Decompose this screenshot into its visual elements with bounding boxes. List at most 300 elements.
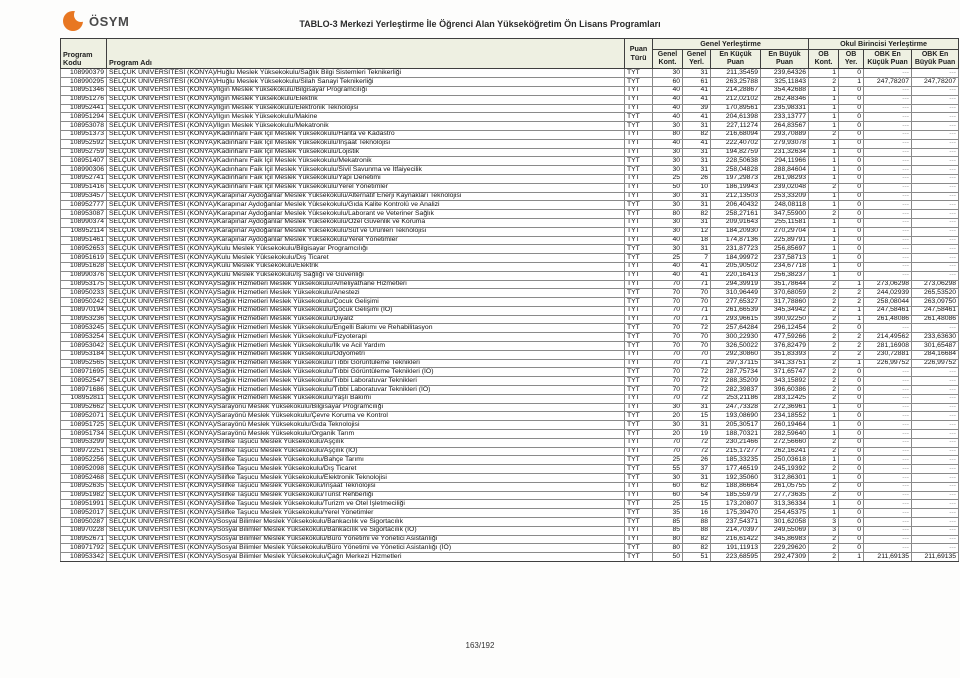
cell-genel-kontenjan: 30 — [653, 192, 683, 201]
cell-obk-en-buyuk-puan: 273,06298 — [912, 280, 959, 289]
cell-program-adi: SELÇUK ÜNİVERSİTESİ (KONYA)/Karapınar Aydoğanlar Meslek Yüksekokulu/Özel Güvenlik ve Koruma — [107, 218, 625, 227]
cell-program-adi: SELÇUK ÜNİVERSİTESİ (KONYA)/Sağlık Hizmetleri Meslek Yüksekokulu/Tıbbi Laboratuvar Teknikleri (İÖ) — [107, 386, 625, 395]
cell-ob-yerlesen: 1 — [839, 315, 864, 324]
cell-program-kodu: 108950242 — [61, 298, 107, 307]
table-row — [61, 333, 959, 342]
cell-program-adi: SELÇUK ÜNİVERSİTESİ (KONYA)/Sağlık Hizmetleri Meslek Yüksekokulu/Odyometri — [107, 350, 625, 359]
cell-ob-yerlesen: 2 — [839, 350, 864, 359]
cell-puan-turu: TYT — [625, 271, 653, 280]
table-row — [61, 78, 959, 87]
cell-en-kucuk-puan: 194,82759 — [711, 148, 761, 157]
cell-en-kucuk-puan: 175,39470 — [711, 509, 761, 518]
cell-puan-turu: TYT — [625, 394, 653, 403]
cell-puan-turu: TYT — [625, 377, 653, 386]
cell-ob-kontenjan: 2 — [809, 377, 839, 386]
cell-program-kodu: 108952114 — [61, 227, 107, 236]
placement-table — [60, 38, 959, 562]
cell-program-kodu: 108952662 — [61, 403, 107, 412]
cell-puan-turu: TYT — [625, 526, 653, 535]
cell-program-kodu: 108952256 — [61, 456, 107, 465]
cell-genel-kontenjan: 80 — [653, 210, 683, 219]
cell-en-buyuk-puan: 233,13777 — [761, 113, 809, 122]
cell-obk-en-kucuk-puan: --- — [864, 324, 912, 333]
cell-ob-yerlesen: 0 — [839, 113, 864, 122]
table-row — [61, 509, 959, 518]
cell-en-kucuk-puan: 184,20930 — [711, 227, 761, 236]
cell-en-kucuk-puan: 211,35459 — [711, 69, 761, 78]
cell-en-kucuk-puan: 205,30517 — [711, 421, 761, 430]
cell-ob-kontenjan: 1 — [809, 245, 839, 254]
cell-genel-yerlesen: 82 — [683, 535, 711, 544]
cell-en-kucuk-puan: 212,02102 — [711, 95, 761, 104]
cell-genel-yerlesen: 72 — [683, 394, 711, 403]
cell-puan-turu: TYT — [625, 491, 653, 500]
cell-genel-yerlesen: 71 — [683, 359, 711, 368]
cell-en-kucuk-puan: 185,55979 — [711, 491, 761, 500]
cell-program-kodu: 108951619 — [61, 254, 107, 263]
cell-genel-yerlesen: 31 — [683, 403, 711, 412]
cell-en-buyuk-puan: 264,83567 — [761, 122, 809, 131]
cell-puan-turu: TYT — [625, 130, 653, 139]
cell-ob-kontenjan: 2 — [809, 280, 839, 289]
cell-ob-yerlesen: 0 — [839, 95, 864, 104]
cell-obk-en-buyuk-puan: --- — [912, 500, 959, 509]
cell-genel-kontenjan: 60 — [653, 491, 683, 500]
cell-program-adi: SELÇUK ÜNİVERSİTESİ (KONYA)/Silifke Taşucu Meslek Yüksekokulu/Turist Rehberliği — [107, 491, 625, 500]
cell-genel-yerlesen: 15 — [683, 412, 711, 421]
cell-en-kucuk-puan: 237,54371 — [711, 518, 761, 527]
cell-genel-kontenjan: 70 — [653, 298, 683, 307]
cell-obk-en-kucuk-puan: --- — [864, 271, 912, 280]
cell-genel-yerlesen: 82 — [683, 130, 711, 139]
cell-obk-en-buyuk-puan: --- — [912, 148, 959, 157]
cell-ob-kontenjan: 2 — [809, 183, 839, 192]
cell-program-kodu: 108990295 — [61, 78, 107, 87]
cell-obk-en-kucuk-puan: 258,08044 — [864, 298, 912, 307]
cell-en-buyuk-puan: 262,48346 — [761, 95, 809, 104]
cell-puan-turu: TYT — [625, 201, 653, 210]
column-header-genel-kontenjan: Genel Kont. — [653, 50, 683, 69]
cell-program-kodu: 108951461 — [61, 236, 107, 245]
cell-ob-yerlesen: 2 — [839, 342, 864, 351]
cell-en-kucuk-puan: 294,39919 — [711, 280, 761, 289]
cell-program-adi: SELÇUK ÜNİVERSİTESİ (KONYA)/Kulu Meslek Yüksekokulu/Dış Ticaret — [107, 254, 625, 263]
column-header-en-buyuk-puan: En Büyük Puan — [761, 50, 809, 69]
cell-ob-kontenjan: 1 — [809, 174, 839, 183]
cell-ob-kontenjan: 2 — [809, 368, 839, 377]
cell-program-adi: SELÇUK ÜNİVERSİTESİ (KONYA)/Sağlık Hizmetleri Meslek Yüksekokulu/Diyaliz — [107, 315, 625, 324]
cell-obk-en-kucuk-puan: --- — [864, 403, 912, 412]
cell-en-kucuk-puan: 223,68595 — [711, 553, 761, 562]
cell-en-kucuk-puan: 186,19943 — [711, 183, 761, 192]
cell-genel-kontenjan: 40 — [653, 139, 683, 148]
cell-genel-kontenjan: 70 — [653, 368, 683, 377]
cell-program-adi: SELÇUK ÜNİVERSİTESİ (KONYA)/Sağlık Hizmetleri Meslek Yüksekokulu/Tıbbi Görüntüleme Teknikleri — [107, 359, 625, 368]
cell-ob-kontenjan: 2 — [809, 386, 839, 395]
cell-program-kodu: 108953042 — [61, 342, 107, 351]
cell-obk-en-kucuk-puan: --- — [864, 113, 912, 122]
cell-genel-yerlesen: 72 — [683, 324, 711, 333]
cell-genel-yerlesen: 70 — [683, 342, 711, 351]
cell-obk-en-buyuk-puan: --- — [912, 113, 959, 122]
cell-ob-yerlesen: 0 — [839, 509, 864, 518]
cell-en-kucuk-puan: 300,22930 — [711, 333, 761, 342]
cell-program-adi: SELÇUK ÜNİVERSİTESİ (KONYA)/Kulu Meslek Yüksekokulu/Elektrik — [107, 262, 625, 271]
cell-puan-turu: TYT — [625, 359, 653, 368]
cell-ob-yerlesen: 2 — [839, 289, 864, 298]
cell-ob-yerlesen: 0 — [839, 254, 864, 263]
cell-ob-kontenjan: 1 — [809, 254, 839, 263]
cell-program-adi: SELÇUK ÜNİVERSİTESİ (KONYA)/Sosyal Bilimler Meslek Yüksekokulu/Büro Yönetimi ve Yönetici Asistanlığı (İÖ) — [107, 544, 625, 553]
page-title: TABLO-3 Merkezi Yerleştirme İle Öğrenci Alan Yükseköğretim Ön Lisans Programları — [299, 19, 661, 29]
cell-obk-en-kucuk-puan: --- — [864, 183, 912, 192]
cell-ob-kontenjan: 1 — [809, 69, 839, 78]
cell-obk-en-kucuk-puan: --- — [864, 430, 912, 439]
cell-genel-yerlesen: 82 — [683, 544, 711, 553]
cell-program-kodu: 108953184 — [61, 350, 107, 359]
cell-puan-turu: TYT — [625, 456, 653, 465]
cell-en-buyuk-puan: 313,36334 — [761, 500, 809, 509]
cell-program-kodu: 108953299 — [61, 438, 107, 447]
cell-obk-en-kucuk-puan: --- — [864, 227, 912, 236]
cell-en-buyuk-puan: 260,19464 — [761, 421, 809, 430]
cell-program-kodu: 108952671 — [61, 535, 107, 544]
cell-ob-kontenjan: 1 — [809, 403, 839, 412]
cell-en-buyuk-puan: 288,84604 — [761, 166, 809, 175]
cell-obk-en-buyuk-puan: --- — [912, 368, 959, 377]
cell-ob-yerlesen: 0 — [839, 324, 864, 333]
cell-genel-yerlesen: 19 — [683, 430, 711, 439]
cell-program-adi: SELÇUK ÜNİVERSİTESİ (KONYA)/Kadınhanı Faik İçil Meslek Yüksekokulu/Mekatronik — [107, 157, 625, 166]
cell-puan-turu: TYT — [625, 324, 653, 333]
table-row — [61, 174, 959, 183]
table-row — [61, 526, 959, 535]
cell-ob-yerlesen: 0 — [839, 122, 864, 131]
cell-obk-en-kucuk-puan: --- — [864, 201, 912, 210]
cell-program-adi: SELÇUK ÜNİVERSİTESİ (KONYA)/Kadınhanı Faik İçil Meslek Yüksekokulu/Sivil Savunma ve İtfaiyecilik — [107, 166, 625, 175]
cell-en-kucuk-puan: 258,27161 — [711, 210, 761, 219]
cell-obk-en-kucuk-puan: --- — [864, 174, 912, 183]
cell-genel-kontenjan: 30 — [653, 218, 683, 227]
cell-en-buyuk-puan: 283,12425 — [761, 394, 809, 403]
cell-genel-kontenjan: 70 — [653, 394, 683, 403]
cell-en-buyuk-puan: 347,55900 — [761, 210, 809, 219]
cell-obk-en-kucuk-puan: --- — [864, 210, 912, 219]
cell-ob-kontenjan: 1 — [809, 148, 839, 157]
cell-ob-kontenjan: 1 — [809, 509, 839, 518]
cell-en-kucuk-puan: 206,40432 — [711, 201, 761, 210]
cell-program-adi: SELÇUK ÜNİVERSİTESİ (KONYA)/Silifke Taşucu Meslek Yüksekokulu/Aşçılık — [107, 438, 625, 447]
cell-en-buyuk-puan: 325,11843 — [761, 78, 809, 87]
cell-en-buyuk-puan: 231,32634 — [761, 148, 809, 157]
cell-program-kodu: 108952741 — [61, 174, 107, 183]
cell-program-kodu: 108971695 — [61, 368, 107, 377]
cell-ob-yerlesen: 0 — [839, 412, 864, 421]
cell-program-adi: SELÇUK ÜNİVERSİTESİ (KONYA)/Silifke Taşucu Meslek Yüksekokulu/Bahçe Tarımı — [107, 456, 625, 465]
cell-en-kucuk-puan: 247,73328 — [711, 403, 761, 412]
cell-ob-yerlesen: 0 — [839, 174, 864, 183]
table-row — [61, 403, 959, 412]
cell-obk-en-kucuk-puan: --- — [864, 526, 912, 535]
cell-genel-yerlesen: 31 — [683, 148, 711, 157]
cell-ob-kontenjan: 2 — [809, 465, 839, 474]
cell-en-buyuk-puan: 370,68059 — [761, 289, 809, 298]
cell-en-buyuk-puan: 225,89791 — [761, 236, 809, 245]
cell-obk-en-kucuk-puan: --- — [864, 421, 912, 430]
cell-genel-kontenjan: 85 — [653, 518, 683, 527]
cell-puan-turu: TYT — [625, 465, 653, 474]
cell-ob-yerlesen: 0 — [839, 482, 864, 491]
cell-en-kucuk-puan: 214,28867 — [711, 86, 761, 95]
cell-genel-kontenjan: 70 — [653, 315, 683, 324]
cell-genel-yerlesen: 31 — [683, 192, 711, 201]
cell-en-buyuk-puan: 248,08118 — [761, 201, 809, 210]
cell-en-buyuk-puan: 249,55069 — [761, 526, 809, 535]
cell-genel-kontenjan: 40 — [653, 104, 683, 113]
cell-genel-kontenjan: 70 — [653, 306, 683, 315]
cell-program-adi: SELÇUK ÜNİVERSİTESİ (KONYA)/Sağlık Hizmetleri Meslek Yüksekokulu/Çocuk Gelişimi (İÖ) — [107, 306, 625, 315]
cell-obk-en-buyuk-puan: --- — [912, 157, 959, 166]
cell-puan-turu: TYT — [625, 95, 653, 104]
table-row — [61, 315, 959, 324]
cell-genel-kontenjan: 20 — [653, 430, 683, 439]
cell-ob-kontenjan: 1 — [809, 201, 839, 210]
cell-en-buyuk-puan: 341,33751 — [761, 359, 809, 368]
cell-obk-en-buyuk-puan: --- — [912, 271, 959, 280]
cell-obk-en-kucuk-puan: --- — [864, 157, 912, 166]
cell-puan-turu: TYT — [625, 78, 653, 87]
table-row — [61, 394, 959, 403]
cell-program-adi: SELÇUK ÜNİVERSİTESİ (KONYA)/Kadınhanı Faik İçil Meslek Yüksekokulu/Yerel Yönetimler — [107, 183, 625, 192]
cell-genel-yerlesen: 39 — [683, 104, 711, 113]
cell-obk-en-buyuk-puan: 263,09750 — [912, 298, 959, 307]
cell-program-adi: SELÇUK ÜNİVERSİTESİ (KONYA)/Sarayönü Meslek Yüksekokulu/Gıda Teknolojisi — [107, 421, 625, 430]
table-row — [61, 342, 959, 351]
cell-obk-en-buyuk-puan: 233,63630 — [912, 333, 959, 342]
cell-genel-kontenjan: 40 — [653, 271, 683, 280]
cell-obk-en-kucuk-puan: --- — [864, 438, 912, 447]
cell-en-buyuk-puan: 234,67718 — [761, 262, 809, 271]
cell-program-kodu: 108953245 — [61, 324, 107, 333]
cell-puan-turu: TYT — [625, 192, 653, 201]
cell-program-kodu: 108952592 — [61, 139, 107, 148]
cell-puan-turu: TYT — [625, 254, 653, 263]
cell-en-buyuk-puan: 351,83393 — [761, 350, 809, 359]
cell-en-kucuk-puan: 204,61398 — [711, 113, 761, 122]
cell-ob-yerlesen: 0 — [839, 438, 864, 447]
cell-program-kodu: 108950233 — [61, 289, 107, 298]
cell-en-kucuk-puan: 174,87136 — [711, 236, 761, 245]
cell-genel-kontenjan: 60 — [653, 78, 683, 87]
cell-obk-en-buyuk-puan: --- — [912, 122, 959, 131]
cell-en-kucuk-puan: 228,50638 — [711, 157, 761, 166]
table-row — [61, 500, 959, 509]
cell-program-adi: SELÇUK ÜNİVERSİTESİ (KONYA)/Sağlık Hizmetleri Meslek Yüksekokulu/Engelli Bakımı ve Rehabilitasyon — [107, 324, 625, 333]
cell-genel-yerlesen: 72 — [683, 447, 711, 456]
cell-genel-kontenjan: 25 — [653, 500, 683, 509]
cell-genel-kontenjan: 40 — [653, 113, 683, 122]
cell-ob-kontenjan: 1 — [809, 113, 839, 122]
cell-obk-en-kucuk-puan: --- — [864, 69, 912, 78]
cell-ob-yerlesen: 0 — [839, 104, 864, 113]
cell-program-adi: SELÇUK ÜNİVERSİTESİ (KONYA)/Kadınhanı Faik İçil Meslek Yüksekokulu/Harita ve Kadastro — [107, 130, 625, 139]
cell-puan-turu: TYT — [625, 69, 653, 78]
cell-obk-en-kucuk-puan: --- — [864, 148, 912, 157]
cell-ob-kontenjan: 2 — [809, 350, 839, 359]
cell-puan-turu: TYT — [625, 474, 653, 483]
cell-ob-kontenjan: 1 — [809, 122, 839, 131]
cell-puan-turu: TYT — [625, 236, 653, 245]
cell-obk-en-buyuk-puan: --- — [912, 95, 959, 104]
table-row — [61, 430, 959, 439]
cell-obk-en-kucuk-puan: --- — [864, 130, 912, 139]
table-body — [61, 69, 959, 562]
cell-obk-en-buyuk-puan: --- — [912, 227, 959, 236]
cell-genel-kontenjan: 30 — [653, 157, 683, 166]
cell-genel-kontenjan: 30 — [653, 122, 683, 131]
table-row — [61, 465, 959, 474]
cell-program-kodu: 108952759 — [61, 148, 107, 157]
cell-genel-yerlesen: 31 — [683, 218, 711, 227]
cell-ob-kontenjan: 2 — [809, 342, 839, 351]
cell-en-buyuk-puan: 272,56660 — [761, 438, 809, 447]
cell-en-kucuk-puan: 310,96449 — [711, 289, 761, 298]
cell-ob-kontenjan: 2 — [809, 394, 839, 403]
cell-obk-en-kucuk-puan: --- — [864, 368, 912, 377]
cell-ob-kontenjan: 2 — [809, 333, 839, 342]
cell-obk-en-kucuk-puan: 247,58461 — [864, 306, 912, 315]
cell-ob-yerlesen: 1 — [839, 359, 864, 368]
cell-program-kodu: 108990374 — [61, 218, 107, 227]
cell-genel-kontenjan: 25 — [653, 174, 683, 183]
cell-puan-turu: TYT — [625, 174, 653, 183]
cell-puan-turu: TYT — [625, 544, 653, 553]
cell-ob-kontenjan: 2 — [809, 553, 839, 562]
cell-program-adi: SELÇUK ÜNİVERSİTESİ (KONYA)/Sağlık Hizmetleri Meslek Yüksekokulu/Fizyoterapi — [107, 333, 625, 342]
cell-genel-kontenjan: 70 — [653, 350, 683, 359]
cell-program-kodu: 108953254 — [61, 333, 107, 342]
cell-obk-en-buyuk-puan: --- — [912, 69, 959, 78]
cell-obk-en-buyuk-puan: --- — [912, 518, 959, 527]
cell-genel-yerlesen: 62 — [683, 482, 711, 491]
cell-program-adi: SELÇUK ÜNİVERSİTESİ (KONYA)/Sağlık Hizmetleri Meslek Yüksekokulu/Tıbbi Görüntüleme Teknikleri (İÖ) — [107, 368, 625, 377]
cell-en-kucuk-puan: 216,68094 — [711, 130, 761, 139]
cell-obk-en-kucuk-puan: 281,16908 — [864, 342, 912, 351]
table-row — [61, 482, 959, 491]
cell-puan-turu: TYT — [625, 280, 653, 289]
cell-obk-en-buyuk-puan: --- — [912, 210, 959, 219]
cell-genel-yerlesen: 31 — [683, 122, 711, 131]
cell-program-kodu: 108951407 — [61, 157, 107, 166]
cell-genel-kontenjan: 70 — [653, 386, 683, 395]
cell-en-kucuk-puan: 297,37115 — [711, 359, 761, 368]
cell-obk-en-buyuk-puan: --- — [912, 482, 959, 491]
table-row — [61, 201, 959, 210]
cell-puan-turu: TYT — [625, 86, 653, 95]
cell-ob-kontenjan: 1 — [809, 218, 839, 227]
cell-obk-en-buyuk-puan: --- — [912, 201, 959, 210]
cell-program-kodu: 108970194 — [61, 306, 107, 315]
cell-ob-yerlesen: 0 — [839, 456, 864, 465]
cell-puan-turu: TYT — [625, 210, 653, 219]
cell-genel-yerlesen: 31 — [683, 201, 711, 210]
cell-obk-en-buyuk-puan: --- — [912, 139, 959, 148]
cell-obk-en-kucuk-puan: --- — [864, 377, 912, 386]
cell-genel-kontenjan: 30 — [653, 474, 683, 483]
cell-ob-yerlesen: 2 — [839, 298, 864, 307]
cell-puan-turu: TYT — [625, 412, 653, 421]
cell-puan-turu: TYT — [625, 438, 653, 447]
table-row — [61, 236, 959, 245]
cell-ob-kontenjan: 2 — [809, 298, 839, 307]
cell-en-kucuk-puan: 282,39837 — [711, 386, 761, 395]
cell-en-kucuk-puan: 170,89561 — [711, 104, 761, 113]
cell-program-kodu: 108951982 — [61, 491, 107, 500]
cell-obk-en-buyuk-puan: --- — [912, 254, 959, 263]
cell-obk-en-kucuk-puan: --- — [864, 544, 912, 553]
cell-program-adi: SELÇUK ÜNİVERSİTESİ (KONYA)/Silifke Taşucu Meslek Yüksekokulu/Aşçılık (İÖ) — [107, 447, 625, 456]
cell-en-buyuk-puan: 345,86983 — [761, 535, 809, 544]
table-row — [61, 139, 959, 148]
cell-obk-en-buyuk-puan: 247,58461 — [912, 306, 959, 315]
cell-en-kucuk-puan: 261,66539 — [711, 306, 761, 315]
cell-obk-en-kucuk-puan: --- — [864, 262, 912, 271]
cell-genel-yerlesen: 72 — [683, 386, 711, 395]
cell-genel-kontenjan: 30 — [653, 421, 683, 430]
cell-program-kodu: 108953457 — [61, 192, 107, 201]
table-row — [61, 438, 959, 447]
cell-ob-yerlesen: 0 — [839, 236, 864, 245]
cell-obk-en-kucuk-puan: --- — [864, 500, 912, 509]
cell-en-buyuk-puan: 294,11966 — [761, 157, 809, 166]
cell-genel-kontenjan: 70 — [653, 324, 683, 333]
column-header-program-kodu: Program Kodu — [61, 39, 107, 69]
table-row — [61, 456, 959, 465]
cell-obk-en-buyuk-puan: --- — [912, 544, 959, 553]
cell-obk-en-kucuk-puan: --- — [864, 491, 912, 500]
cell-genel-yerlesen: 88 — [683, 518, 711, 527]
cell-genel-yerlesen: 41 — [683, 139, 711, 148]
cell-ob-yerlesen: 0 — [839, 544, 864, 553]
cell-program-adi: SELÇUK ÜNİVERSİTESİ (KONYA)/Kadınhanı Faik İçil Meslek Yüksekokulu/İnşaat Teknolojisi — [107, 139, 625, 148]
cell-obk-en-buyuk-puan: --- — [912, 438, 959, 447]
cell-obk-en-buyuk-puan: --- — [912, 386, 959, 395]
table-row — [61, 544, 959, 553]
cell-ob-kontenjan: 1 — [809, 430, 839, 439]
cell-program-kodu: 108951725 — [61, 421, 107, 430]
cell-ob-kontenjan: 1 — [809, 456, 839, 465]
cell-en-buyuk-puan: 343,15892 — [761, 377, 809, 386]
cell-ob-yerlesen: 0 — [839, 465, 864, 474]
cell-ob-kontenjan: 2 — [809, 482, 839, 491]
cell-program-adi: SELÇUK ÜNİVERSİTESİ (KONYA)/Kulu Meslek Yüksekokulu/Bilgisayar Programcılığı — [107, 245, 625, 254]
cell-ob-kontenjan: 2 — [809, 438, 839, 447]
cell-puan-turu: TYT — [625, 104, 653, 113]
cell-genel-kontenjan: 40 — [653, 262, 683, 271]
cell-program-kodu: 108951734 — [61, 430, 107, 439]
cell-puan-turu: TYT — [625, 421, 653, 430]
cell-en-buyuk-puan: 245,19392 — [761, 465, 809, 474]
table-row — [61, 122, 959, 131]
cell-genel-kontenjan: 80 — [653, 544, 683, 553]
column-header-ob-yerlesen: OB Yer. — [839, 50, 864, 69]
cell-program-adi: SELÇUK ÜNİVERSİTESİ (KONYA)/Silifke Taşucu Meslek Yüksekokulu/Elektronik Teknolojisi — [107, 474, 625, 483]
cell-obk-en-buyuk-puan: 284,16684 — [912, 350, 959, 359]
cell-ob-yerlesen: 0 — [839, 271, 864, 280]
cell-ob-kontenjan: 2 — [809, 130, 839, 139]
cell-ob-yerlesen: 0 — [839, 227, 864, 236]
cell-puan-turu: TYT — [625, 166, 653, 175]
